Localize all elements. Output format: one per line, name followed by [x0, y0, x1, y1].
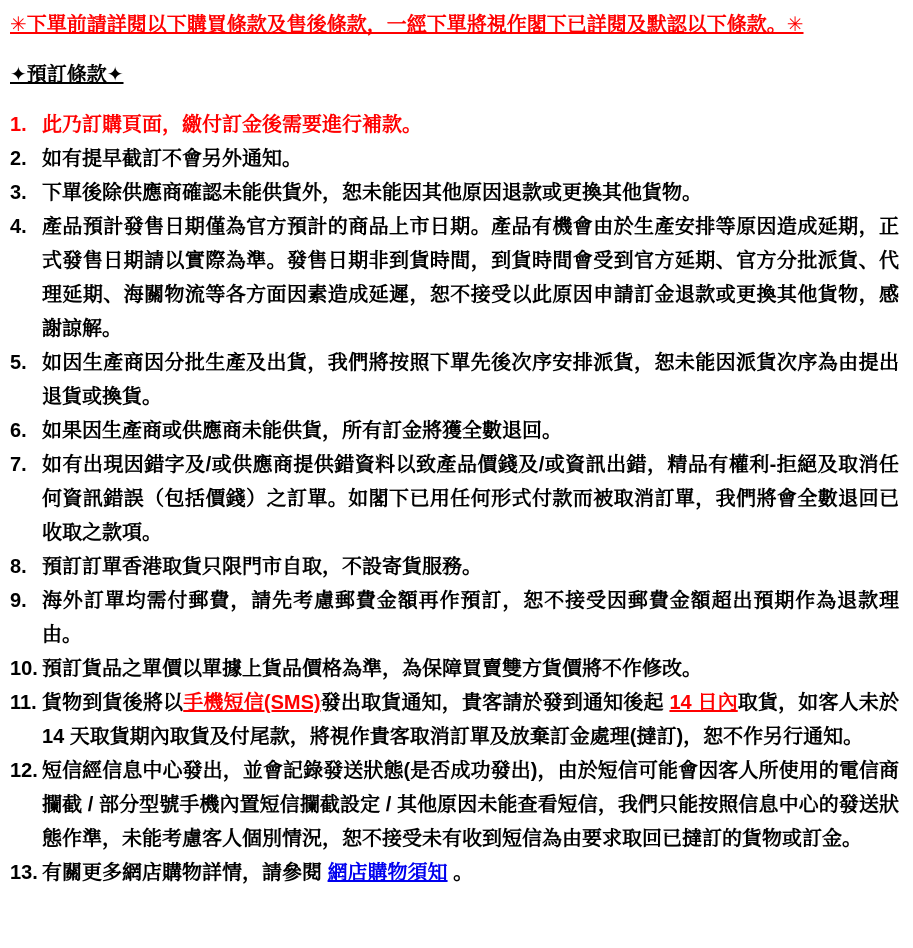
term-number: 6.: [10, 420, 27, 442]
term-number: 5.: [10, 352, 27, 374]
term-item-11: [10, 686, 899, 754]
term-number: 4.: [10, 216, 27, 238]
term-number: 9.: [10, 590, 27, 612]
term-text: 此乃訂購頁面，繳付訂金後需要進行補款。: [42, 114, 422, 136]
term-number: 12.: [10, 760, 38, 782]
term-text: 產品預計發售日期僅為官方預計的商品上市日期。產品有機會由於生產安排等原因造成延期，正式發售日期請以實際為準。發售日期非到貨時間，到貨時間會受到官方延期、官方分批派貨、代理延期、海關物流等各方面因素造成延遲，恕不接受以此原因申請訂金退款或更換其他貨物，感謝諒解。: [42, 216, 899, 340]
term-number: 1.: [10, 114, 27, 136]
pre-order-warning-banner: ✳下單前請詳閱以下購買條款及售後條款，一經下單將視作閣下已詳閱及默認以下條款。✳: [10, 14, 804, 36]
term-number: 11.: [10, 692, 37, 714]
term-text-segment: 有關更多網店購物詳情，請參閱: [42, 862, 328, 884]
term-text: 如因生產商因分批生產及出貨，我們將按照下單先後次序安排派貨，恕未能因派貨次序為由提出退貨或換貨。: [42, 352, 899, 408]
term-number: 7.: [10, 454, 27, 476]
sms-notice-highlight: 手機短信(SMS): [183, 692, 321, 714]
term-text: 預訂貨品之單價以單據上貨品價格為準，為保障買賣雙方貨價將不作修改。: [42, 658, 702, 680]
term-number: 13.: [10, 862, 38, 884]
term-item-10: [10, 652, 899, 686]
term-item-2: [10, 142, 899, 176]
term-text: 如果因生產商或供應商未能供貨，所有訂金將獲全數退回。: [42, 420, 562, 442]
term-text: [42, 686, 899, 754]
term-item-6: [10, 414, 899, 448]
terms-list: [10, 108, 899, 890]
term-item-4: [10, 210, 899, 346]
term-text: [42, 856, 899, 890]
term-number: 8.: [10, 556, 27, 578]
term-item-7: [10, 448, 899, 550]
term-text: 如有出現因錯字及/或供應商提供錯資料以致產品價錢及/或資訊出錯，精品有權利-拒絕及取消任何資訊錯誤（包括價錢）之訂單。如閣下已用任何形式付款而被取消訂單，我們將會全數退回已收取之款項。: [42, 454, 899, 544]
term-text: 如有提早截訂不會另外通知。: [42, 148, 302, 170]
term-number: 3.: [10, 182, 27, 204]
term-text: 海外訂單均需付郵費，請先考慮郵費金額再作預訂，恕不接受因郵費金額超出預期作為退款理由。: [42, 590, 899, 646]
term-text-segment: 。: [447, 862, 474, 884]
term-text-segment: 發出取貨通知，貴客請於發到通知後起: [320, 692, 670, 714]
term-item-12: [10, 754, 899, 856]
pickup-deadline-highlight: 14 日內: [669, 692, 738, 714]
term-text: 下單後除供應商確認未能供貨外，恕未能因其他原因退款或更換其他貨物。: [42, 182, 702, 204]
term-text: 短信經信息中心發出，並會記錄發送狀態(是否成功發出)，由於短信可能會因客人所使用的電信商攔截 / 部分型號手機內置短信攔截設定 / 其他原因未能查看短信，我們只能按照信息中心的發送狀態作準，未能考慮客人個別情況，恕不接受未有收到短信為由要求取回已撻訂的貨物或訂金。: [42, 760, 899, 850]
term-text-segment: 取貨，如客人未於 14 天取貨期內取貨及付尾款，將視作貴客取消訂單及放棄訂金處理(撻訂)，恕不作另行通知。: [42, 692, 899, 748]
term-item-8: [10, 550, 899, 584]
term-item-5: [10, 346, 899, 414]
section-title-preorder-terms: ✦預訂條款✦: [10, 64, 124, 86]
term-text-segment: 貨物到貨後將以: [42, 692, 184, 714]
term-item-13: [10, 856, 899, 890]
shop-guide-link[interactable]: 網店購物須知: [327, 862, 448, 884]
term-item-9: [10, 584, 899, 652]
term-item-1: [10, 108, 899, 142]
term-text: 預訂訂單香港取貨只限門市自取，不設寄貨服務。: [42, 556, 482, 578]
term-number: 10.: [10, 658, 38, 680]
term-item-3: [10, 176, 899, 210]
term-number: 2.: [10, 148, 27, 170]
